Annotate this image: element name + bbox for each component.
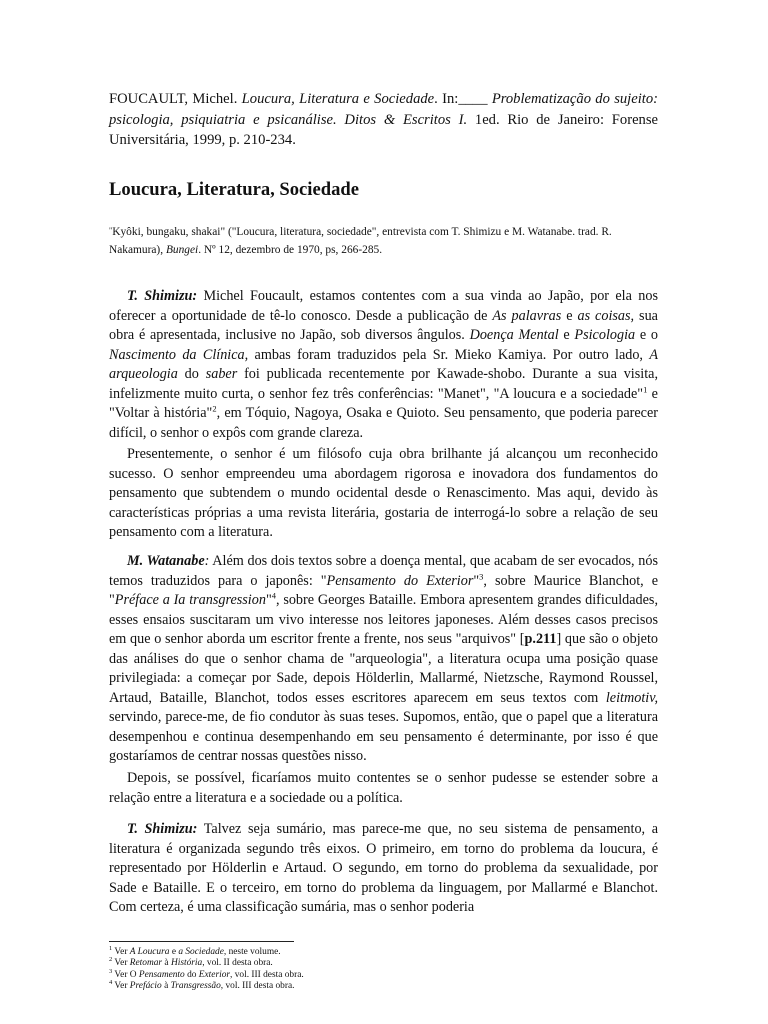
- footnote: [109, 944, 658, 958]
- text-run: , vol. III desta obra.: [220, 980, 295, 991]
- work-title: Nascimento da Clínica,: [109, 346, 249, 363]
- work-title: a Sociedade: [178, 947, 224, 957]
- speaker-label: T. Shimizu:: [127, 821, 198, 837]
- work-title: Doença Mental: [469, 327, 559, 344]
- text-run: servindo, parece-me, de fio condutor às suas teses. Supomos, então, que o papel que a literatura desempenhou e continua desempenhando em seu pensamento é determinante, por isso é que gostaríamos de centrar nossas questões nisso.: [109, 709, 658, 765]
- text-run: Michel Foucault, estamos contentes com a sua vinda ao Japão, por ela nos oferecer a oportunidade de tê-lo conosco. Desde a publicação de: [109, 288, 658, 324]
- source-text-before: Kyôki, bungaku, shakai" ("Loucura, literatura, sociedade", entrevista com T. Shimizu e M. Watanabe. trad. R. Nakamura),: [109, 226, 612, 256]
- text-run: Ver O: [112, 969, 139, 980]
- work-title: Exterior: [198, 969, 231, 980]
- text-run: Além dos dois textos sobre a doença mental, que acabam de ser evocados, nós temos traduzidos para o japonês: ": [109, 553, 658, 589]
- work-title: História: [170, 958, 203, 969]
- paragraph-text: Presentemente, o senhor é um filósofo cuja obra brilhante já alcançou um reconhecido sucesso. O senhor empreendeu uma abordagem rigorosa e inovadora dos fundamentos do pensamento que subtendem o mundo ocidental desde o Renascimento. Mas aqui, devido às características próprias a uma revista literária, gostaria de interrogá-lo sobre a relação de seu pensamento com a literatura.: [109, 446, 658, 541]
- work-title: As palavras: [492, 307, 562, 324]
- paragraph-shimizu-2: [109, 445, 658, 543]
- work-title: Psicologia: [574, 327, 636, 344]
- footnotes: [109, 944, 658, 992]
- text-run: , sobre Georges Bataille. Embora apresentem grandes dificuldades, esses ensaios suscitaram um vivo interesse nos leitores japoneses. Além desses casos precisos em que o senhor aborda um escritor frente a frente, nos seus "arquivos" [: [109, 592, 658, 648]
- footnote-number: 2: [109, 956, 113, 964]
- text-run: do: [177, 366, 206, 383]
- text-run: do: [184, 969, 199, 980]
- footnote-ref: 1: [643, 384, 648, 394]
- text-run: à: [162, 958, 171, 969]
- footnote-number: 3: [109, 967, 113, 975]
- footnote: [109, 958, 658, 969]
- work-title: A Loucura: [129, 947, 170, 957]
- paragraph-shimizu-3: [109, 820, 658, 918]
- reference-in-label: . In:____: [434, 91, 492, 107]
- reference-publication: 1ed. Rio de Janeiro: Forense Universitária, 1999, p. 210-234.: [109, 111, 658, 148]
- speaker-label: T. Shimizu:: [127, 288, 198, 304]
- speaker-label: M. Watanabe: [127, 553, 205, 569]
- work-title: Transgressão: [170, 980, 221, 991]
- work-title: Retomar: [129, 958, 163, 969]
- footnote-ref: 3: [479, 570, 484, 581]
- text-run: à: [161, 980, 171, 991]
- text-run: ": [265, 592, 272, 609]
- text-run: , em Tóquio, Nagoya, Osaka e Quioto. Seu pensamento, que poderia parecer difícil, o senhor o expôs com grande clareza.: [109, 405, 658, 441]
- text-run: foi publicada recentemente por Kawade-shobo. Durante a sua visita, infelizmente muito curta, o senhor fez três conferências: "Manet", "A loucura e a sociedade": [109, 366, 658, 402]
- work-title: leitmotiv,: [605, 689, 658, 706]
- footnote-number: 4: [109, 978, 113, 986]
- text-run: sua obra é apresentada, inclusive no Japão, sob diversos ângulos.: [109, 307, 658, 344]
- reference-article-title: Loucura, Literatura e Sociedade: [241, 91, 435, 107]
- footnote: [109, 978, 658, 992]
- text-run: ambas foram traduzidos pela Sr. Mieko Kamiya. Por outro lado,: [248, 346, 650, 363]
- text-run: e: [169, 947, 179, 957]
- work-title: saber: [205, 366, 238, 383]
- footnote-divider: [109, 941, 294, 942]
- reference-book-title: Problematização do sujeito: psicologia, psiquiatria e psicanálise. Ditos & Escritos I.: [109, 91, 658, 128]
- paragraph-shimizu-1: [109, 287, 658, 443]
- text-run: , sobre Maurice Blanchot, e ": [109, 572, 658, 609]
- paragraph-text: Depois, se possível, ficaríamos muito contentes se o senhor pudesse se estender sobre a relação entre a literatura e a sociedade ou a política.: [109, 770, 658, 806]
- work-title: Pensamento do Exterior: [326, 572, 474, 589]
- paragraph-watanabe: [109, 552, 658, 767]
- source-text-after: . Nº 12, dezembro de 1970, ps, 266-285.: [198, 243, 383, 256]
- text-run: e: [558, 327, 575, 344]
- text-run: ] que são o objeto das análises do que o senhor chama de "arqueologia", a literatura ocupa uma posição quase privilegiada: a começar por Sade, depois Hölderlin, Mallarmé, Nietzsche, Raymond Roussel, Artaud, Bataille, Blanchot, todos esses escritores aparecem em seus textos com: [109, 631, 658, 706]
- text-run: e "Voltar à história": [109, 385, 658, 422]
- text-run: Talvez seja sumário, mas parece-me que, no seu sistema de pensamento, a literatura é organizada segundo três eixos. O primeiro, em torno do problema da loucura, é representado por Hölderlin e Artaud. O segundo, em torno do problema da sexualidade, por Sade e Bataille. E o terceiro, em torno do problema da linguagem, por Mallarmé e Blanchot. Com certeza, é uma classificação sumária, mas o senhor poderia: [109, 821, 659, 916]
- paragraph-watanabe-2: [109, 769, 658, 808]
- page-title: Loucura, Literatura, Sociedade: [109, 179, 359, 200]
- text-run: e: [561, 307, 578, 324]
- work-title: Préface a Ia transgression: [114, 592, 266, 609]
- footnote-ref: 4: [271, 590, 276, 601]
- footnote: [109, 967, 658, 981]
- bibliographic-reference: [109, 89, 658, 151]
- text-run: , neste volume.: [223, 947, 281, 957]
- text-run: Ver: [112, 947, 130, 957]
- source-reference: [109, 222, 658, 259]
- text-run: Ver: [112, 980, 130, 991]
- source-journal: Bungei: [165, 243, 199, 256]
- source-quote-mark: ": [109, 226, 113, 235]
- work-title: as coisas,: [577, 307, 635, 324]
- work-title: Pensamento: [138, 969, 185, 980]
- speaker-colon: :: [204, 553, 210, 569]
- text-run: ": [473, 572, 480, 589]
- text-run: e o: [635, 327, 658, 344]
- reference-author: FOUCAULT, Michel.: [109, 91, 238, 107]
- work-title: Prefácio: [129, 980, 162, 991]
- page-marker: p.211: [524, 631, 557, 648]
- text-run: , vol. II desta obra.: [202, 958, 273, 969]
- work-title: A arqueologia: [109, 346, 658, 383]
- footnote-ref: 2: [212, 403, 217, 414]
- text-run: Ver: [112, 958, 130, 969]
- text-run: , vol. III desta obra.: [230, 969, 304, 980]
- footnote-number: 1: [109, 944, 113, 952]
